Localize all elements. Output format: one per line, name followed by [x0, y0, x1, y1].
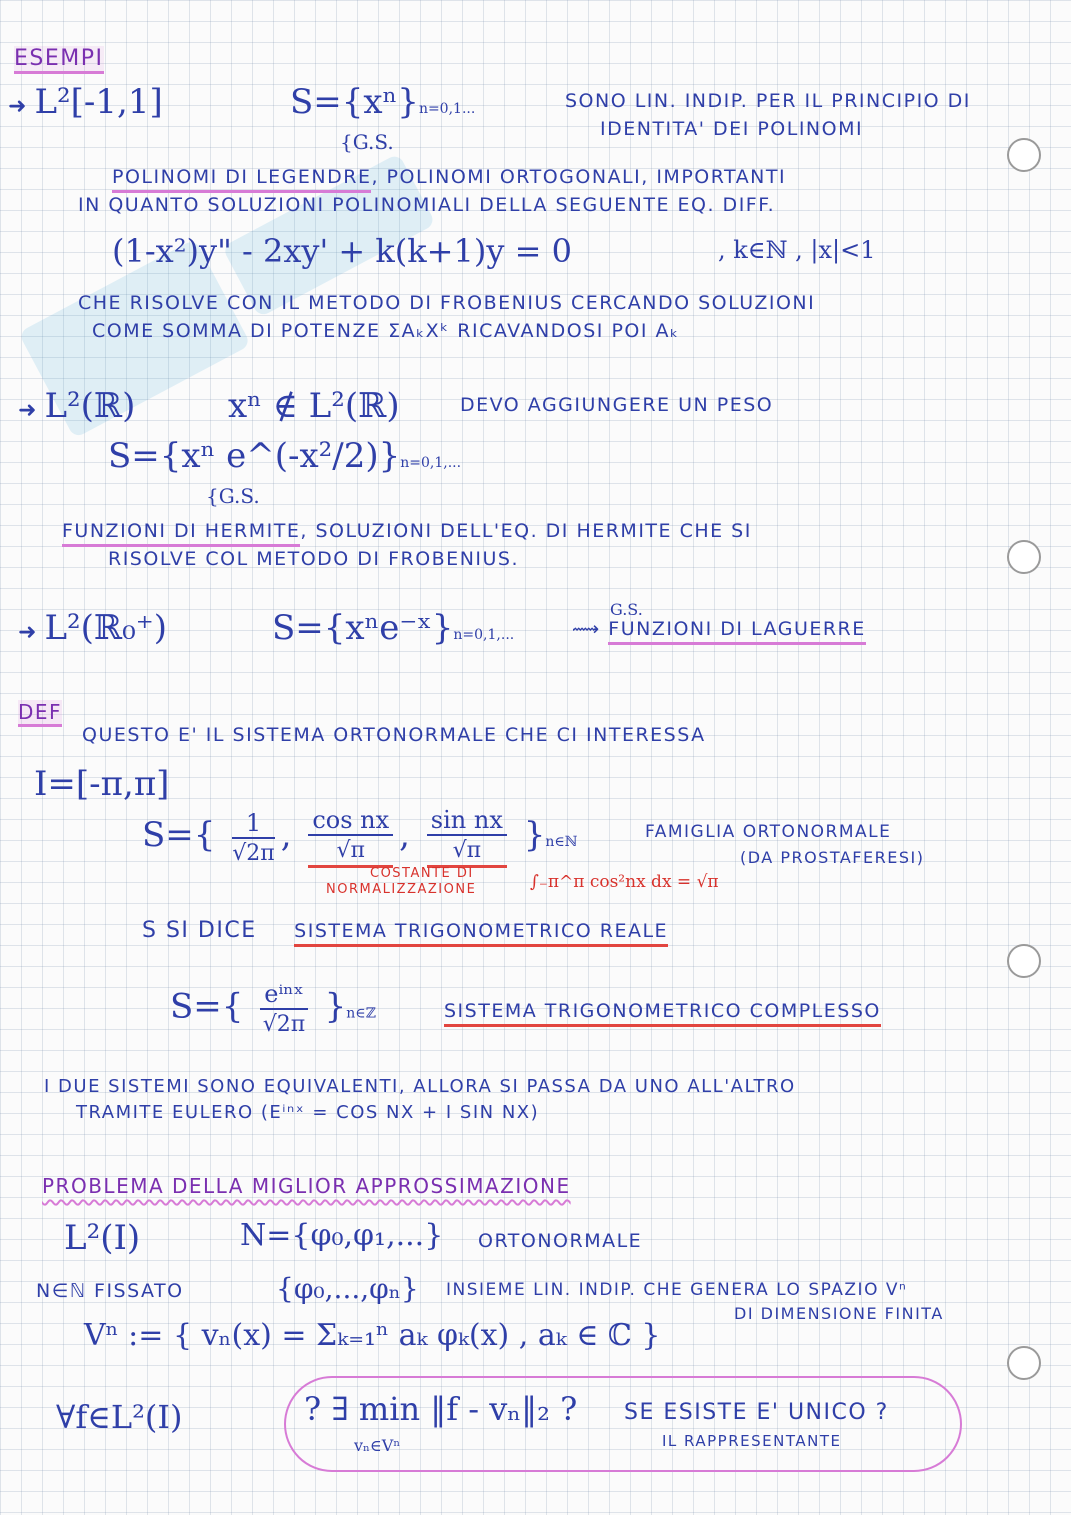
problem-forall: ∀f∈L²(I): [56, 1398, 183, 1436]
problem-question: ? ∃ min ‖f - vₙ‖₂ ?: [304, 1390, 578, 1428]
ex1-note-1: SONO LIN. INDIP. PER IL PRINCIPIO DI: [565, 90, 971, 112]
binder-hole: [1007, 944, 1041, 978]
def-interval: I=[-π,π]: [34, 764, 170, 804]
squiggle-arrow-icon: ⟿: [572, 618, 609, 640]
ex2-note: DEVO AGGIUNGERE UN PESO: [460, 394, 774, 416]
problem-subset-note: INSIEME LIN. INDIP. CHE GENERA LO SPAZIO Vⁿ: [446, 1280, 908, 1300]
problem-unique: SE ESISTE E' UNICO ?: [624, 1400, 889, 1425]
arrow-icon: ➜: [8, 94, 27, 119]
hermite-line-2: RISOLVE COL METODO DI FROBENIUS.: [108, 548, 520, 570]
fraction: $\frac{1}{√2\pi}$: [232, 808, 275, 866]
vn-definition: Vⁿ := { vₙ(x) = Σₖ₌₁ⁿ aₖ φₖ(x) , aₖ ∈ ℂ }: [84, 1318, 661, 1353]
fraction: $\frac{\text{cos nx}}{√\pi}$: [308, 806, 393, 868]
problem-unique-sub: IL RAPPRESENTANTE: [662, 1432, 842, 1450]
ex1-space: ➜ L²[-1,1]: [8, 82, 163, 122]
real-system-line: S SI DICE SISTEMA TRIGONOMETRICO REALE: [142, 918, 668, 943]
ex1-set: S={xⁿ}n=0,1...: [290, 82, 476, 122]
problem-subset: {φ₀,...,φₙ}: [276, 1272, 419, 1305]
problem-title: PROBLEMA DELLA MIGLIOR APPROSSIMAZIONE: [42, 1174, 571, 1198]
page-title: ESEMPI: [14, 46, 104, 74]
equiv-line-2: TRAMITE EULERO (Eⁱⁿˣ = COS NX + I SIN NX): [76, 1102, 540, 1123]
ex2-set: S={xⁿ e^(-x²/2)}n=0,1,...: [108, 436, 462, 476]
ex3-gs: G.S.: [610, 600, 643, 619]
problem-space: L²(I): [64, 1218, 141, 1258]
arrow-icon: ➜: [18, 398, 37, 423]
legendre-condition: , k∈ℕ , |x|<1: [718, 236, 876, 264]
ex3-set: S={xⁿe⁻ˣ}n=0,1,...: [272, 608, 515, 648]
family-note: (DA PROSTAFERESI): [740, 848, 925, 867]
ex3-space: ➜ L²(ℝ₀⁺): [18, 608, 168, 648]
const-label-1: COSTANTE DI: [370, 866, 474, 881]
complex-system-set: S={ $\frac{\text{eⁱⁿˣ}}{√2\pi}$ }n∈ℤ: [170, 980, 376, 1037]
frobenius-line-1: CHE RISOLVE CON IL METODO DI FROBENIUS CERCANDO SOLUZIONI: [78, 292, 816, 314]
def-intro: QUESTO E' IL SISTEMA ORTONORMALE CHE CI INTERESSA: [82, 724, 706, 746]
problem-n-note: ORTONORMALE: [478, 1230, 643, 1252]
legendre-equation: (1-x²)y" - 2xy' + k(k+1)y = 0: [112, 232, 572, 270]
def-tag: DEF: [18, 700, 62, 727]
legendre-line-1: POLINOMI DI LEGENDRE, POLINOMI ORTOGONALI, IMPORTANTI: [112, 166, 786, 188]
legendre-line-2: IN QUANTO SOLUZIONI POLINOMIALI DELLA SEGUENTE EQ. DIFF.: [78, 194, 776, 216]
binder-hole: [1007, 138, 1041, 172]
complex-system-name: SISTEMA TRIGONOMETRICO COMPLESSO: [444, 1000, 881, 1022]
problem-question-sub: vₙ∈Vⁿ: [354, 1436, 401, 1455]
family-label: FAMIGLIA ORTONORMALE: [645, 822, 892, 842]
problem-n-set: N={φ₀,φ₁,...}: [240, 1218, 444, 1253]
frobenius-line-2: COME SOMMA DI POTENZE ΣAₖXᵏ RICAVANDOSI POI Aₖ: [92, 320, 680, 342]
ex2-space: ➜ L²(ℝ): [18, 386, 136, 426]
ex1-note-2: IDENTITA' DEI POLINOMI: [600, 118, 864, 140]
ex1-gs: {G.S.: [340, 130, 394, 154]
const-label-2: NORMALIZZAZIONE: [326, 882, 477, 897]
real-system-set: S={ $\frac{1}{√2\pi}$ , $\frac{\text{cos nx}}{√\pi}$ , $\frac{\text{sin nx}}{√\pi}$ }n∈ℕ: [142, 806, 578, 868]
problem-dim-note: DI DIMENSIONE FINITA: [734, 1304, 944, 1323]
binder-hole: [1007, 1346, 1041, 1380]
arrow-icon: ➜: [18, 620, 37, 645]
equiv-line-1: I DUE SISTEMI SONO EQUIVALENTI, ALLORA SI PASSA DA UNO ALL'ALTRO: [44, 1076, 796, 1097]
ex3-laguerre: ⟿ FUNZIONI DI LAGUERRE: [572, 618, 866, 640]
problem-fixed: N∈ℕ FISSATO: [36, 1280, 184, 1302]
ex2-gs: {G.S.: [206, 484, 260, 508]
binder-hole: [1007, 540, 1041, 574]
fraction: $\frac{\text{eⁱⁿˣ}}{√2\pi}$: [260, 980, 308, 1037]
hermite-line-1: FUNZIONI DI HERMITE, SOLUZIONI DELL'EQ. DI HERMITE CHE SI: [62, 520, 752, 542]
normalization-integral: ∫₋π^π cos²nx dx = √π: [530, 872, 719, 892]
ex2-notin: xⁿ ∉ L²(ℝ): [228, 386, 400, 426]
fraction: $\frac{\text{sin nx}}{√\pi}$: [427, 806, 507, 868]
